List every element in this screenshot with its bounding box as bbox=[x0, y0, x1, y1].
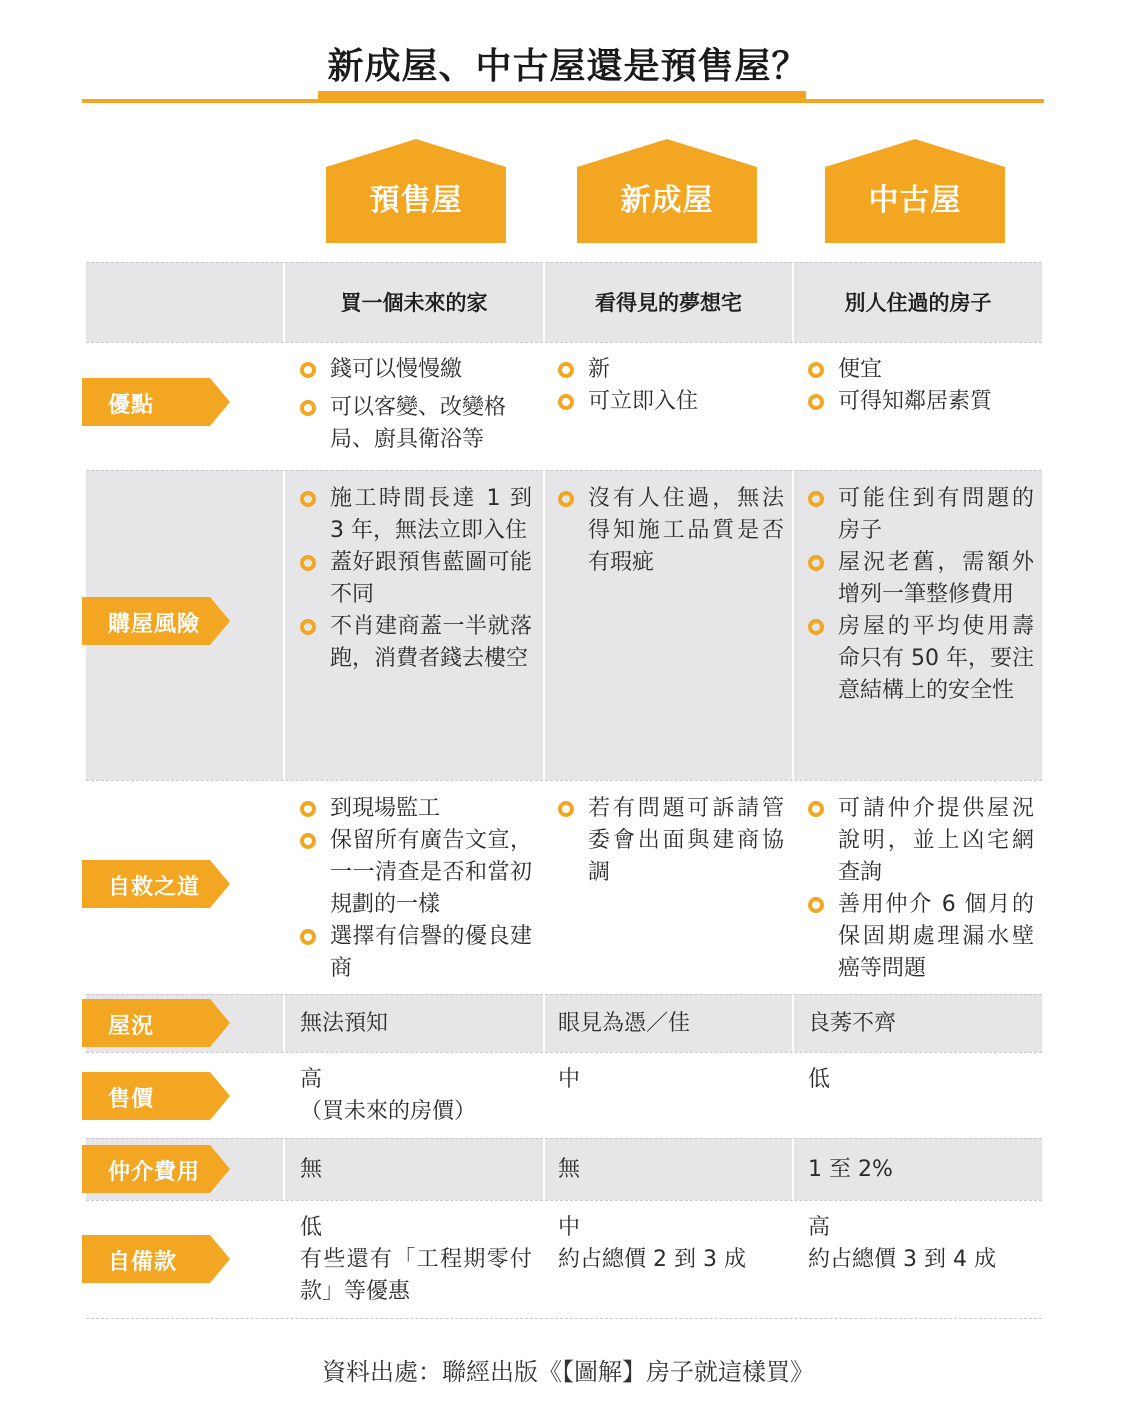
row-tag-price bbox=[82, 1072, 230, 1120]
row-tag-agency-fee bbox=[82, 1145, 230, 1193]
list-item: 善用仲介 6 個月的保固期處理漏水壁癌等問題 bbox=[808, 889, 1034, 985]
bullet-icon bbox=[300, 929, 316, 945]
cell-price-used bbox=[808, 1064, 1034, 1096]
cell-fee-presale: 無 bbox=[300, 1157, 323, 1182]
list-item: 不肖建商蓋一半就落跑，消費者錢去樓空 bbox=[300, 611, 532, 675]
row-tag-advantages bbox=[82, 378, 230, 426]
row-border bbox=[86, 1138, 1042, 1139]
down-payment-level: 低 bbox=[300, 1215, 323, 1240]
cell-remedies-used bbox=[808, 793, 1034, 985]
cell-advantages-used bbox=[808, 354, 1034, 418]
down-payment-note: 約占總價 3 到 4 成 bbox=[808, 1247, 996, 1272]
cell-down-payment-new bbox=[558, 1212, 784, 1276]
row-label: 優點 bbox=[108, 393, 155, 418]
bullet-icon bbox=[300, 400, 316, 416]
house-label: 中古屋 bbox=[868, 183, 962, 218]
list-item: 保留所有廣告文宣，一一清查是否和當初規劃的一樣 bbox=[300, 825, 532, 921]
price-level: 高 bbox=[300, 1067, 323, 1092]
list-item: 便宜 bbox=[808, 354, 1034, 386]
list-item: 新 bbox=[558, 354, 784, 386]
row-label: 屋況 bbox=[108, 1014, 155, 1039]
price-level: 低 bbox=[808, 1067, 831, 1092]
row-border bbox=[86, 1052, 1042, 1053]
list-item: 可以客變、改變格局、廚具衛浴等 bbox=[300, 392, 532, 456]
cell-fee-used: 1 至 2% bbox=[808, 1157, 893, 1182]
row-label: 自備款 bbox=[108, 1250, 178, 1275]
bullet-icon bbox=[300, 362, 316, 378]
column-subtitle-used: 別人住過的房子 bbox=[844, 291, 992, 315]
house-badge-used bbox=[825, 139, 1005, 243]
cell-risks-used bbox=[808, 483, 1034, 707]
arrow-tag-icon bbox=[82, 999, 230, 1047]
list-item: 若有問題可訴請管委會出面與建商協調 bbox=[558, 793, 784, 889]
bullet-icon bbox=[808, 619, 824, 635]
row-tag-remedies bbox=[82, 860, 230, 908]
down-payment-note: 約占總價 2 到 3 成 bbox=[558, 1247, 746, 1272]
list-item: 可得知鄰居素質 bbox=[808, 386, 1034, 418]
bullet-icon bbox=[808, 555, 824, 571]
row-border bbox=[86, 1200, 1042, 1201]
list-item: 選擇有信譽的優良建商 bbox=[300, 921, 532, 985]
price-note: （買未來的房價） bbox=[300, 1099, 477, 1124]
down-payment-level: 高 bbox=[808, 1215, 831, 1240]
bullet-icon bbox=[808, 897, 824, 913]
bullet-icon bbox=[808, 491, 824, 507]
row-tag-condition bbox=[82, 999, 230, 1047]
bullet-icon bbox=[558, 491, 574, 507]
bullet-icon bbox=[300, 619, 316, 635]
row-tag-risks bbox=[82, 597, 230, 645]
bullet-icon bbox=[300, 833, 316, 849]
bullet-icon bbox=[558, 362, 574, 378]
row-label: 售價 bbox=[108, 1087, 155, 1112]
list-item: 房屋的平均使用壽命只有 50 年，要注意結構上的安全性 bbox=[808, 611, 1034, 707]
row-tag-down-payment bbox=[82, 1235, 230, 1283]
cell-risks-presale bbox=[300, 483, 532, 675]
cell-advantages-new bbox=[558, 354, 784, 418]
list-item: 沒有人住過，無法得知施工品質是否有瑕疵 bbox=[558, 483, 784, 579]
price-level: 中 bbox=[558, 1067, 581, 1092]
row-border bbox=[86, 994, 1042, 995]
cell-price-presale bbox=[300, 1064, 532, 1128]
cell-remedies-new bbox=[558, 793, 784, 889]
column-subtitle-presale: 買一個未來的家 bbox=[340, 291, 488, 315]
row-label: 仲介費用 bbox=[108, 1160, 201, 1185]
cell-advantages-presale bbox=[300, 354, 532, 456]
list-item: 可能住到有問題的房子 bbox=[808, 483, 1034, 547]
bullet-icon bbox=[808, 801, 824, 817]
source-citation: 資料出處：聯經出版《【圖解】房子就這樣買》 bbox=[322, 1358, 814, 1386]
cell-down-payment-used bbox=[808, 1212, 1034, 1276]
house-label: 新成屋 bbox=[620, 183, 714, 218]
column-divider bbox=[543, 262, 545, 1320]
row-border bbox=[86, 470, 1042, 471]
cell-fee-new: 無 bbox=[558, 1157, 581, 1182]
row-border bbox=[86, 342, 1042, 343]
cell-price-new bbox=[558, 1064, 784, 1096]
cell-condition-presale: 無法預知 bbox=[300, 1011, 389, 1036]
row-border bbox=[86, 262, 1042, 263]
cell-remedies-presale bbox=[300, 793, 532, 985]
column-divider bbox=[283, 262, 285, 1320]
bullet-icon bbox=[300, 801, 316, 817]
page-title: 新成屋、中古屋還是預售屋？ bbox=[327, 46, 809, 87]
cell-condition-new: 眼見為憑／佳 bbox=[558, 1011, 691, 1036]
list-item: 可請仲介提供屋況說明，並上凶宅網查詢 bbox=[808, 793, 1034, 889]
row-label: 購屋風險 bbox=[108, 612, 201, 637]
row-border bbox=[86, 780, 1042, 781]
house-badge-new bbox=[577, 139, 757, 243]
down-payment-level: 中 bbox=[558, 1215, 581, 1240]
house-badge-presale bbox=[326, 139, 506, 243]
cell-risks-new bbox=[558, 483, 784, 579]
list-item: 屋況老舊，需額外增列一筆整修費用 bbox=[808, 547, 1034, 611]
list-item: 錢可以慢慢繳 bbox=[300, 354, 532, 386]
column-subtitle-new: 看得見的夢想宅 bbox=[595, 291, 742, 315]
list-item: 蓋好跟預售藍圖可能不同 bbox=[300, 547, 532, 611]
title-underline-accent bbox=[318, 91, 806, 101]
arrow-tag-icon bbox=[82, 378, 230, 426]
cell-condition-used: 良莠不齊 bbox=[808, 1011, 897, 1036]
bullet-icon bbox=[300, 555, 316, 571]
house-label: 預售屋 bbox=[369, 183, 463, 218]
cell-down-payment-presale bbox=[300, 1212, 532, 1308]
list-item: 可立即入住 bbox=[558, 386, 784, 418]
bullet-icon bbox=[558, 394, 574, 410]
down-payment-note: 有些還有「工程期零付款」等優惠 bbox=[300, 1247, 532, 1304]
list-item: 到現場監工 bbox=[300, 793, 532, 825]
row-label: 自救之道 bbox=[108, 875, 201, 900]
column-divider bbox=[792, 262, 794, 1320]
row-border bbox=[86, 1318, 1042, 1319]
list-item: 施工時間長達 1 到 3 年，無法立即入住 bbox=[300, 483, 532, 547]
bullet-icon bbox=[808, 362, 824, 378]
bullet-icon bbox=[558, 801, 574, 817]
arrow-tag-icon bbox=[82, 1072, 230, 1120]
bullet-icon bbox=[808, 394, 824, 410]
bullet-icon bbox=[300, 491, 316, 507]
